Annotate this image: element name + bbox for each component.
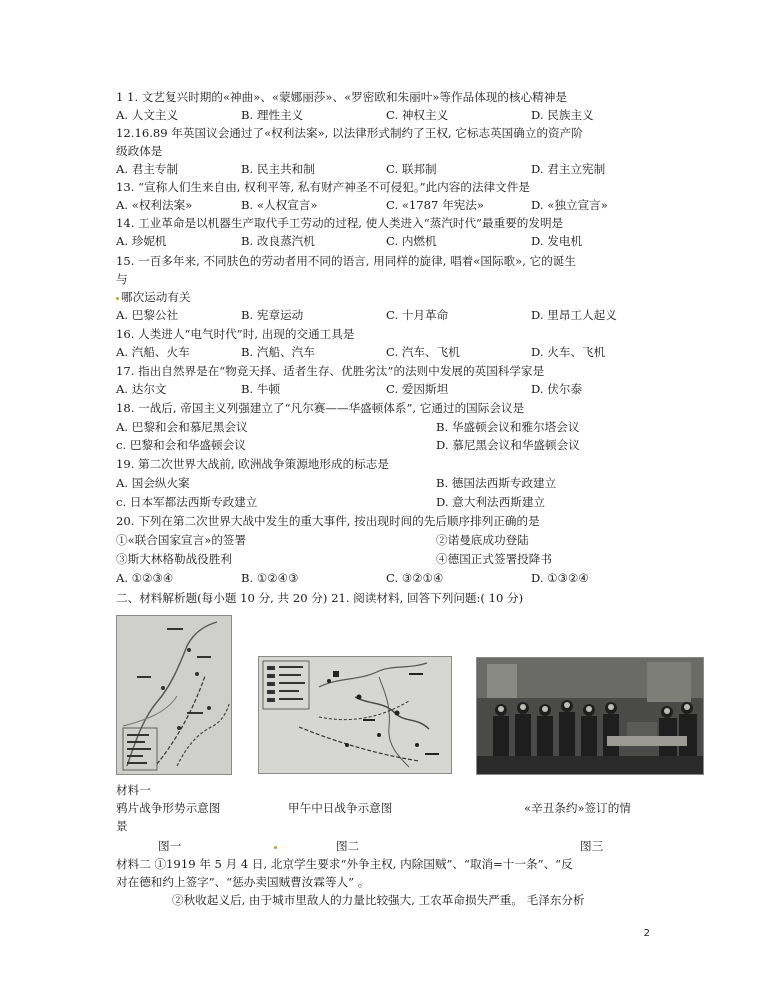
q18-stem: 18. 一战后, 帝国主义列强建立了“凡尔赛——华盛顿体系”, 它通过的国际会议是 — [116, 401, 525, 415]
q20-event-3: ③斯大林格勒战役胜利 — [116, 552, 232, 566]
scan-speck-2 — [274, 846, 277, 849]
q16-options — [116, 343, 658, 361]
q20-option-d: D. ①③②④ — [531, 571, 589, 585]
q19-stem: 19. 第二次世界大战前, 欧洲战争策源地形成的标志是 — [116, 457, 389, 471]
figure-3-caption: «辛丑条约»签订的情 — [524, 801, 631, 815]
q16-stem: 16. 人类进人“电气时代”时, 出现的交通工具是 — [116, 327, 355, 341]
q13-option-a: A. «权利法案» — [116, 198, 193, 212]
q16-option-a: A. 汽船、火车 — [116, 345, 190, 359]
q11-option-b: B. 理性主义 — [241, 108, 304, 122]
q14-options — [116, 232, 658, 250]
figure-3-number: 图三 — [580, 839, 604, 853]
q19-option-a: A. 国会纵火案 — [116, 476, 190, 490]
material-2-line-3: ②秋收起义后, 由于城市里敌人的力量比较强大, 工农革命损失严重。 毛泽东分析 — [172, 893, 585, 907]
material-2-line-1: 材料二 ①1919 年 5 月 4 日, 北京学生要求“外争主权, 内除国贼”、“取消=十一条”、“反 — [116, 857, 573, 871]
q15-stem: 15. 一百多年来, 不同肤色的劳动者用不同的语言, 用同样的旋律, 唱着«国际歌», 它的诞生 — [116, 254, 576, 268]
q14-stem: 14. 工业革命是以机器生产取代手工劳动的过程, 使人类进入“蒸汽时代”最重要的发明是 — [116, 216, 564, 230]
q20-stem: 20. 下列在第二次世界大战中发生的重大事件, 按出现时间的先后顺序排列正确的是 — [116, 514, 540, 528]
section2-heading: 二、材料解析题(每小题 10 分, 共 20 分) 21. 阅读材料, 回答下列问题:( 10 分) — [116, 591, 524, 605]
q16-option-b: B. 汽船、汽车 — [241, 345, 315, 359]
q16-option-c: C. 汽车、飞机 — [386, 345, 460, 359]
q11-options — [116, 106, 658, 124]
boxer-protocol-photo-graphic — [477, 658, 703, 774]
figure-3-boxer-protocol-photo — [476, 657, 704, 775]
q13-option-d: D. «独立宣言» — [531, 198, 608, 212]
q18-option-c: c. 巴黎和会和华盛顿会议 — [116, 438, 246, 452]
figure-1-opium-war-map — [116, 615, 232, 775]
page-number: 2 — [643, 928, 650, 939]
q19-option-c: c. 日本军都法西斯专政建立 — [116, 495, 258, 509]
material-2-line-2: 对在德和约上签字”、“惩办卖国贼曹汝霖等人” 。 — [116, 875, 370, 889]
q13-stem: 13. “宣称人们生来自由, 权利平等, 私有财产神圣不可侵犯。”此内容的法律文件是 — [116, 180, 530, 194]
figure-2-sino-japanese-war-map — [258, 656, 452, 774]
q16-option-d: D. 火车、飞机 — [531, 345, 606, 359]
q13-option-b: B. «人权宣言» — [241, 198, 318, 212]
figure-1-caption: 鸦片战争形势示意图 — [116, 801, 221, 815]
q14-option-d: D. 发电机 — [531, 234, 583, 248]
q20-event-2: ②诺曼底成功登陆 — [436, 533, 529, 547]
scan-mark — [274, 837, 279, 855]
q12-stem: 12.16.89 年英国议会通过了«权利法案», 以法律形式制约了王权, 它标志英国确立的资产阶 — [116, 126, 583, 140]
q14-option-c: C. 内燃机 — [386, 234, 437, 248]
q19-option-d: D. 意大利法西斯建立 — [436, 495, 546, 509]
q18-option-d: D. 慕尼黑会议和华盛顿会议 — [436, 438, 580, 452]
q15-option-b: B. 宪章运动 — [241, 308, 304, 322]
q17-option-b: B. 牛顿 — [241, 382, 281, 396]
figure-2-caption: 甲午中日战争示意图 — [288, 801, 393, 815]
sino-japanese-war-map-graphic — [259, 657, 451, 773]
q15-stem-cont2-text: 哪次运动有关 — [121, 290, 191, 304]
q20-option-b: B. ①②④③ — [241, 571, 299, 585]
q12-option-d: D. 君主立宪制 — [531, 162, 606, 176]
q18-option-b: B. 华盛顿会议和雅尔塔会议 — [436, 420, 580, 434]
q17-options — [116, 380, 658, 398]
q13-options — [116, 196, 658, 214]
figure-2-number: 图二 — [336, 839, 360, 853]
q18-options-row2 — [116, 436, 658, 454]
q18-option-a: A. 巴黎和会和慕尼黑会议 — [116, 420, 248, 434]
q20-options — [116, 569, 658, 587]
q17-option-a: A. 达尔文 — [116, 382, 167, 396]
q14-option-a: A. 珍妮机 — [116, 234, 167, 248]
q19-option-b: B. 德国法西斯专政建立 — [436, 476, 557, 490]
q20-option-a: A. ①②③④ — [116, 571, 174, 585]
figure-1-number: 图一 — [158, 839, 182, 853]
q13-option-c: C. «1787 年宪法» — [386, 198, 484, 212]
q18-options-row1 — [116, 418, 658, 436]
figure-3-caption-cont: 景 — [116, 819, 128, 833]
q15-stem-cont: 与 — [116, 272, 128, 286]
q20-events-row2 — [116, 550, 658, 568]
q20-event-1: ①«联合国家宣言»的签署 — [116, 533, 247, 547]
q20-event-4: ④德国正式签署投降书 — [436, 552, 552, 566]
q15-options — [116, 306, 658, 324]
q15-option-a: A. 巴黎公社 — [116, 308, 179, 322]
q12-stem-cont: 级政体是 — [116, 144, 163, 158]
q19-options-row1 — [116, 474, 658, 492]
q15-stem-cont2 — [116, 288, 658, 306]
q11-option-a: A. 人文主义 — [116, 108, 179, 122]
q12-option-a: A. 君主专制 — [116, 162, 179, 176]
q17-option-c: C. 爱因斯坦 — [386, 382, 449, 396]
q14-option-b: B. 改良蒸汽机 — [241, 234, 315, 248]
q11-stem: 1 1. 文艺复兴时期的«神曲»、«蒙娜丽莎»、«罗密欧和朱丽叶»等作品体现的核心精神是 — [116, 90, 567, 104]
q11-option-c: C. 神权主义 — [386, 108, 449, 122]
q11-option-d: D. 民族主义 — [531, 108, 594, 122]
q12-option-b: B. 民主共和制 — [241, 162, 315, 176]
q12-option-c: C. 联邦制 — [386, 162, 437, 176]
q17-stem: 17. 指出自然界是在“物竞天择、适者生存、优胜劣汰”的法则中发展的英国科学家是 — [116, 364, 545, 378]
q20-events-row1 — [116, 531, 658, 549]
q15-option-c: C. 十月革命 — [386, 308, 449, 322]
q20-option-c: C. ③②①④ — [386, 571, 444, 585]
q15-option-d: D. 里昂工人起义 — [531, 308, 617, 322]
material-1-label: 材料一 — [116, 783, 151, 797]
q17-option-d: D. 伏尔泰 — [531, 382, 583, 396]
scan-speck — [116, 297, 119, 300]
q12-options — [116, 160, 658, 178]
q19-options-row2 — [116, 493, 658, 511]
opium-war-map-graphic — [117, 616, 231, 774]
